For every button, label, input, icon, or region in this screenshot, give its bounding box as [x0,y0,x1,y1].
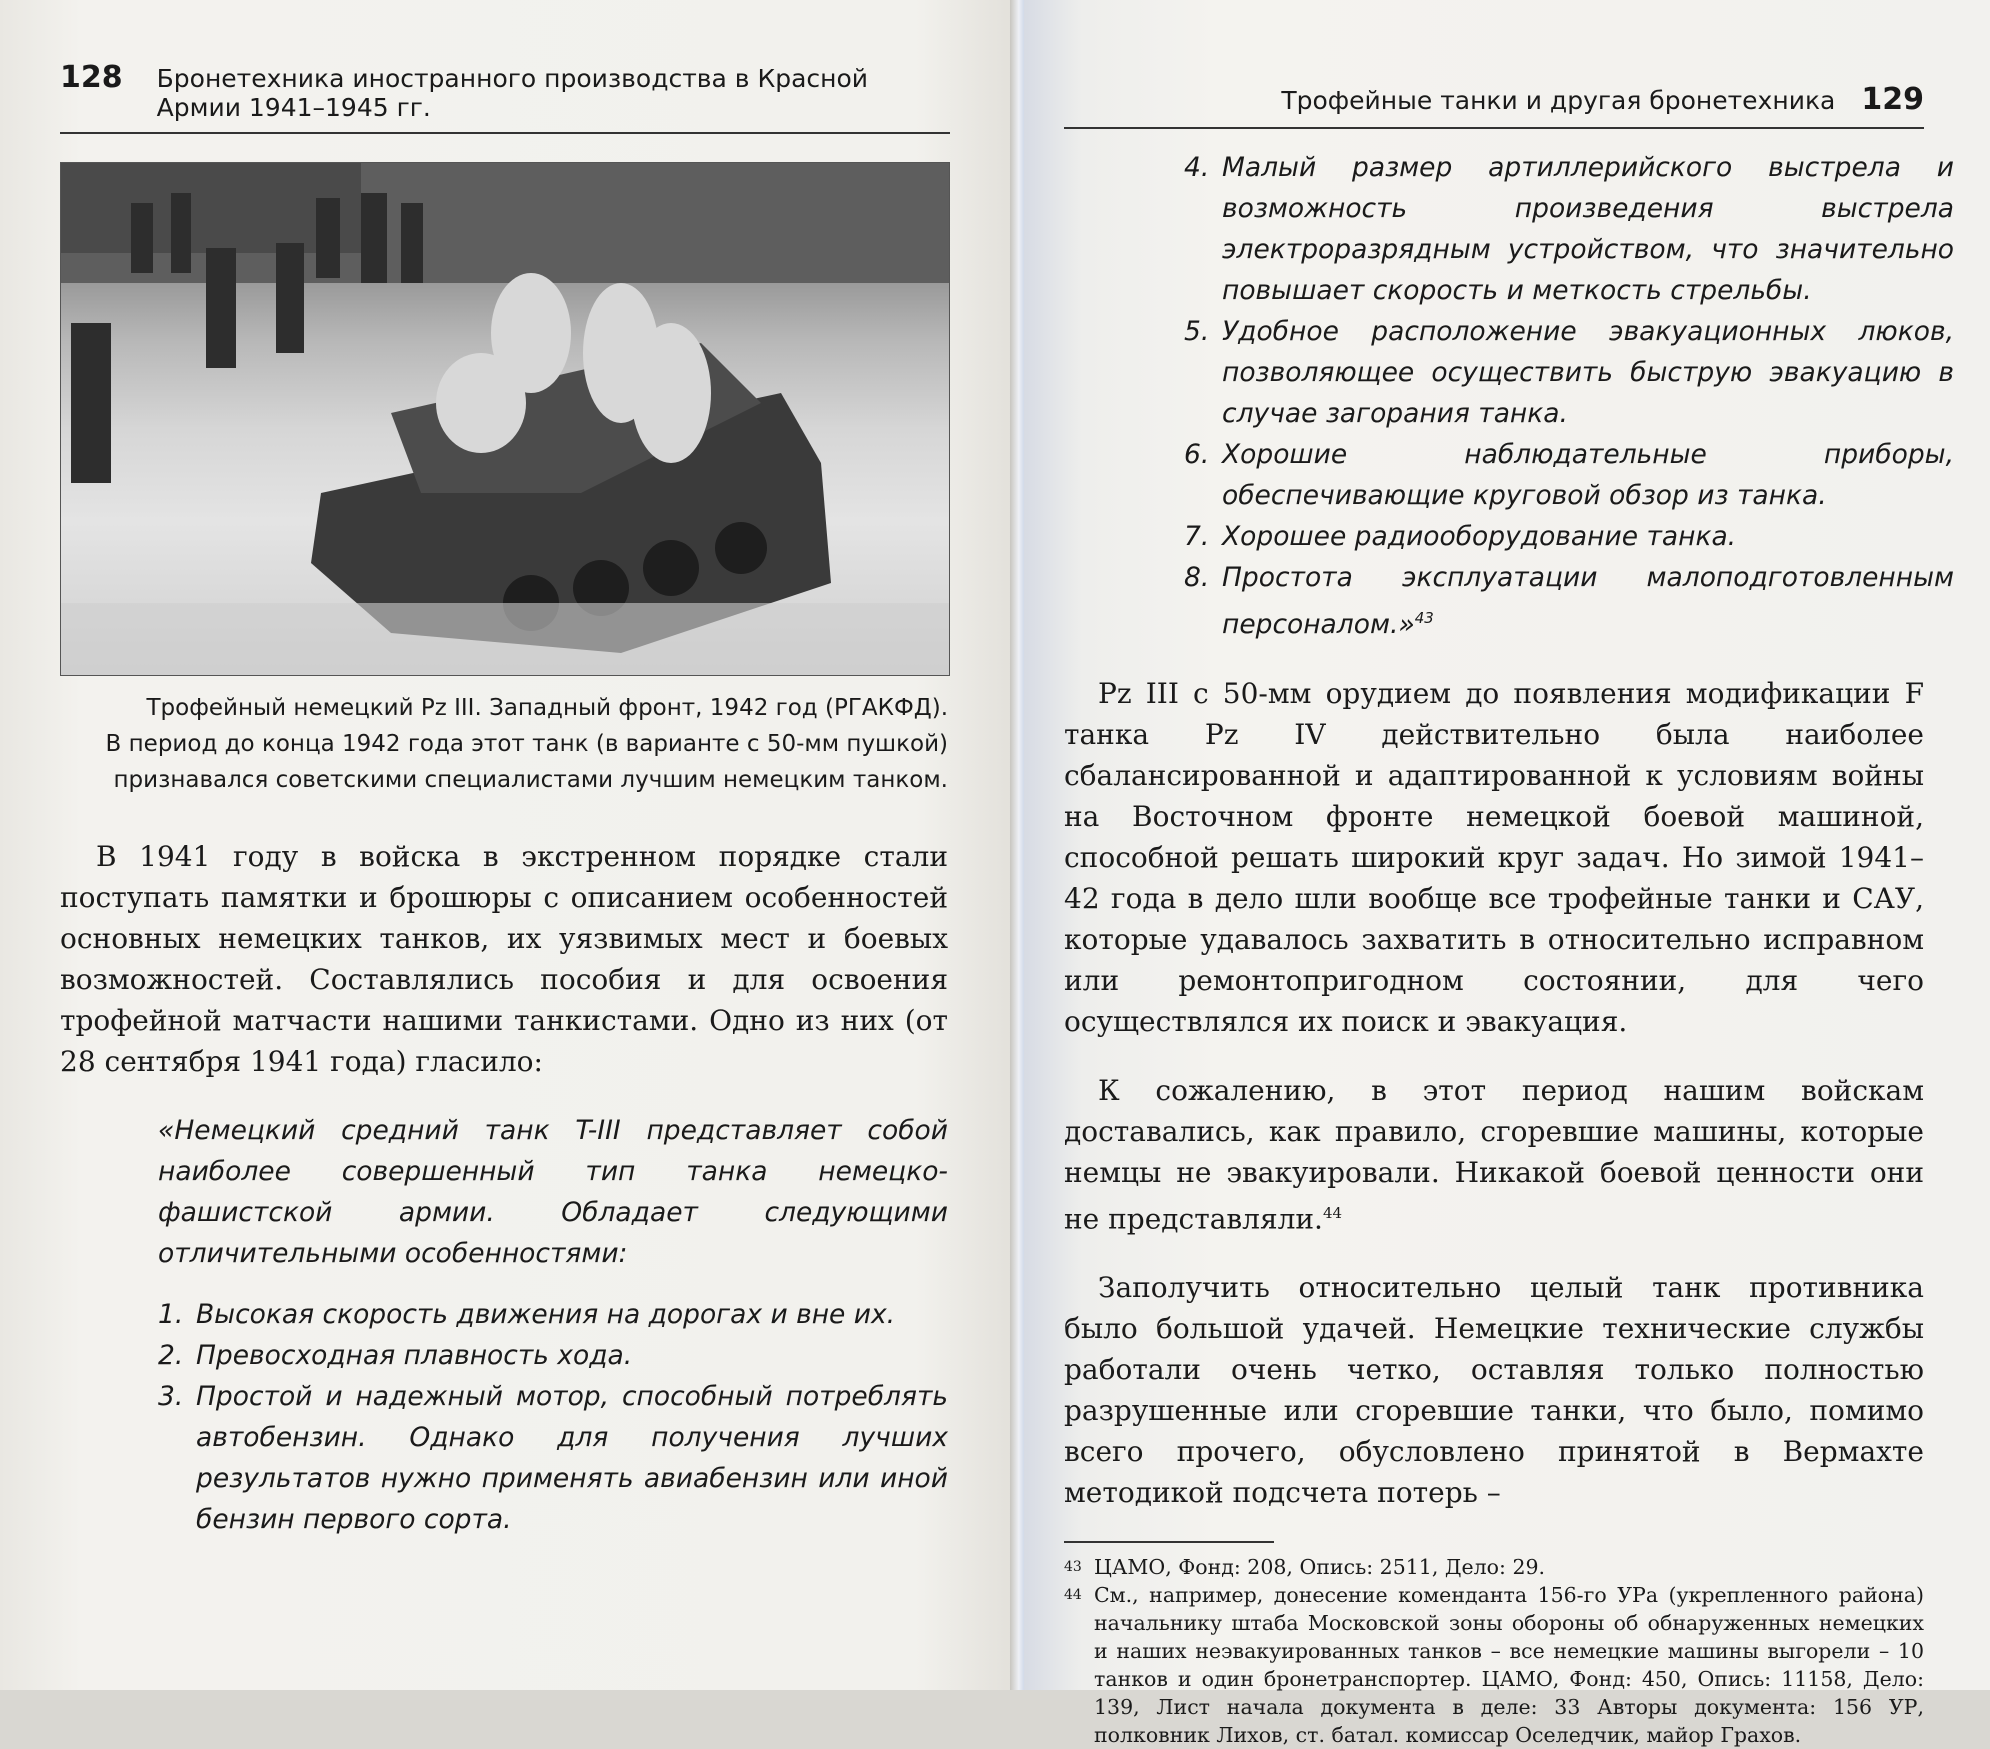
caption-line: признавался советскими специалистами лучшим немецким танком. [113,767,948,793]
footnote-text: См., например, донесение коменданта 156-го УРа (укрепленного района) начальнику штаба Московской зоны обороны об обнаруженных немецких и наших неэвакуированных танков – все немецкие машины выгорели – 10 танков и один бронетранспортер. ЦАМО, Фонд: 450, Опись: 11158, Дело: 139, Лист начала документа в деле: 33 Авторы документа: 156 УР, полковник Лихов, ст. батал. комиссар Оселедчик, майор Грахов. [1094,1583,1924,1748]
list-item-number: 6. [1184,439,1210,470]
footnote-text: ЦАМО, Фонд: 208, Опись: 2511, Дело: 29. [1094,1555,1546,1580]
caption-line: Трофейный немецкий Pz III. Западный фронт, 1942 год (РГАКФД). [146,695,948,721]
right-page [1024,0,1990,1748]
running-head-title-right: Трофейные танки и другая бронетехника [1281,86,1836,115]
running-head-title-left: Бронетехника иностранного производства в Красной Армии 1941–1945 гг. [156,64,869,122]
list-item [158,1335,948,1376]
tank-photo [60,162,950,676]
page-number-right: 129 [1861,82,1924,117]
list-item-text: Простой и надежный мотор, способный потреблять автобензин. Однако для получения лучших результатов нужно применять авиабензин или иной бензин первого сорта. [196,1381,948,1535]
list-item-text [1222,557,1954,645]
list-item-text: Хорошие наблюдательные приборы, обеспечивающие круговой обзор из танка. [1222,439,1954,511]
paragraph-text: К сожалению, в этот период нашим войскам доставались, как правило, сгоревшие машины, которые немцы не эвакуировали. Никакой боевой ценности они не представляли. [1064,1073,1924,1236]
body-paragraph: Pz III с 50-мм орудием до появления модификации F танка Pz IV действительно была наиболее сбалансированной и адаптированной к условиям войны на Восточном фронте немецкой боевой машиной, способной решать широкий круг задач. Но зимой 1941–42 года в дело шли вообще все трофейные танки и САУ, которые удавалось захватить в относительно исправном или ремонтопригодном состоянии, для чего осуществлялся их поиск и эвакуация. [1064,676,1924,1038]
list-item-number: 7. [1184,521,1210,552]
list-item [1184,434,1954,516]
list-item [158,1376,948,1540]
list-item [1184,147,1954,311]
list-item-number: 1. [158,1299,184,1330]
list-item [1184,311,1954,434]
quote-intro: «Немецкий средний танк T-III представляет собой наиболее совершенный тип танка немецко-фашистской армии. Обладает следующими отличительными особенностями: [158,1115,948,1269]
footnote-ref[interactable]: 43 [1414,609,1434,627]
list-item [158,1294,948,1335]
footnote-divider [1064,1541,1274,1543]
caption-line: В период до конца 1942 года этот танк (в варианте с 50-мм пушкой) [105,731,948,757]
footnote [1064,1581,1924,1749]
photo-caption [60,690,948,798]
body-paragraph: В 1941 году в войска в экстренном порядке стали поступать памятки и брошюры с описанием особенностей основных немецких танков, их уязвимых мест и боевых возможностей. Составлялись пособия и для освоения трофейной матчасти нашими танкистами. Одно из них (от 28 сентября 1941 года) гласило: [60,840,948,1078]
list-item-number: 5. [1184,316,1210,347]
left-page [0,0,1018,1690]
tank-photo-drawing [61,163,949,675]
list-item-text: Малый размер артиллерийского выстрела и возможность произведения выстрела электроразрядным устройством, что значительно повышает скорость и меткость стрельбы. [1222,152,1954,306]
running-head-left [60,60,950,134]
footnote-mark: 43 [1064,1559,1082,1576]
list-item-text: Превосходная плавность хода. [196,1340,633,1371]
body-paragraph [1064,1070,1924,1239]
running-head-right [1064,82,1924,129]
features-list-right [1184,147,1954,645]
list-item-text: Высокая скорость движения на дорогах и вне их. [196,1299,896,1330]
page-number-left: 128 [60,60,123,95]
list-item-number: 4. [1184,152,1210,183]
list-item [1184,557,1954,645]
list-item-text-content: Простота эксплуатации малоподготовленным персоналом.» [1222,562,1954,640]
features-list-left [158,1294,948,1540]
list-item-number: 8. [1184,562,1210,593]
footnote-ref[interactable]: 44 [1322,1203,1343,1222]
list-item [1184,516,1954,557]
list-item-text: Удобное расположение эвакуационных люков, позволяющее осуществить быструю эвакуацию в случае загорания танка. [1222,316,1954,429]
list-item-text: Хорошее радиооборудование танка. [1222,521,1737,552]
body-paragraph: Заполучить относительно целый танк противника было большой удачей. Немецкие технические службы работали очень четко, оставляя только полностью разрушенные или сгоревшие танки, что было, помимо всего прочего, обусловлено принятой в Вермахте методикой подсчета потерь – [1064,1271,1924,1510]
list-item-number: 2. [158,1340,184,1371]
footnote-mark: 44 [1064,1587,1082,1604]
footnote [1064,1553,1924,1581]
list-item-number: 3. [158,1381,184,1412]
